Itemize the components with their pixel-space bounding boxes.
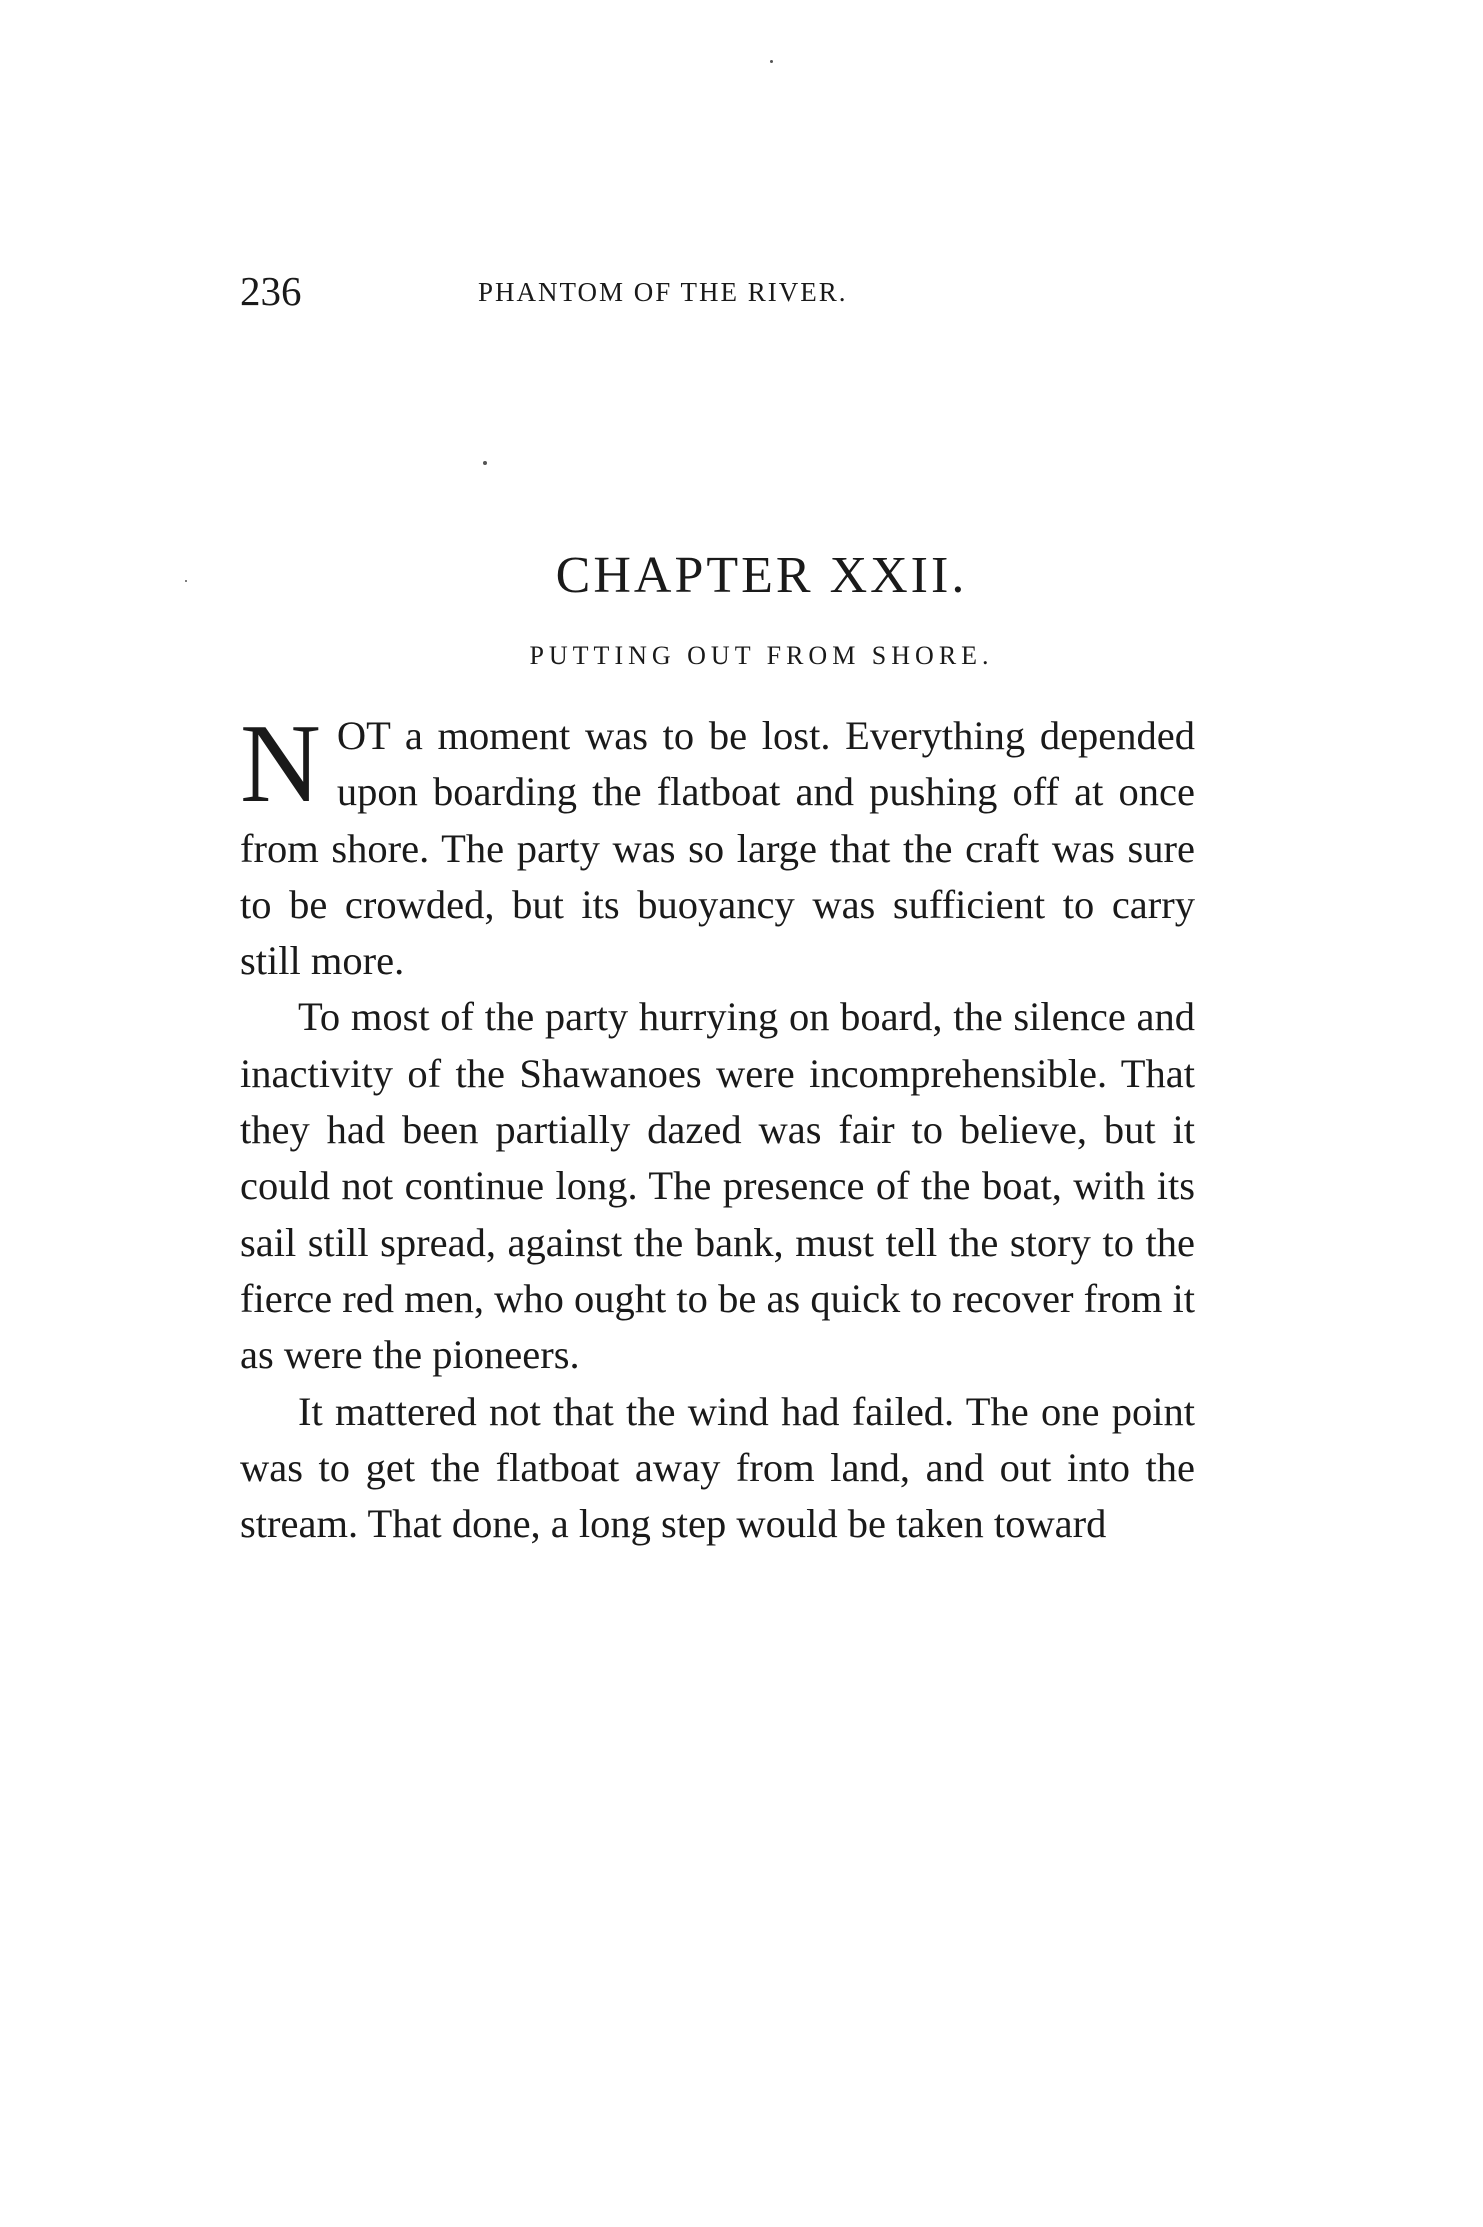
paragraph (240, 1384, 1195, 1553)
chapter-subtitle: PUTTING OUT FROM SHORE. (529, 641, 994, 670)
body-text (240, 702, 1195, 1552)
paragraph (240, 702, 1195, 989)
page-number: 236 (240, 268, 302, 314)
chapter-title: CHAPTER XXII. (555, 547, 968, 604)
paragraph-text: It mattered not that the wind had failed. The one point was to get the flatboat away from land, and out into the stream. That done, a long step would be taken toward (240, 1388, 1195, 1547)
paragraph-text: OT a moment was to be lost. Everything depended upon boarding the flatboat and pushing off at once from shore. The party was so large that the craft was sure to be crowded, but its buoyancy was sufficient to carry still more. (240, 713, 1195, 984)
running-head (240, 266, 1200, 316)
drop-cap: N (240, 702, 321, 826)
print-speck (483, 461, 487, 465)
paragraph-text: To most of the party hurrying on board, the silence and inactivity of the Shawanoes were incomprehensible. That they had been partially dazed was fair to believe, but it could not continue long. The presence of the boat, with its sail still spread, against the bank, must tell the story to the fierce red men, who ought to be as quick to recover from it as were the pioneers. (240, 994, 1195, 1378)
paragraph (240, 989, 1195, 1383)
running-title: PHANTOM OF THE RIVER. (478, 277, 848, 307)
print-speck (770, 60, 773, 63)
